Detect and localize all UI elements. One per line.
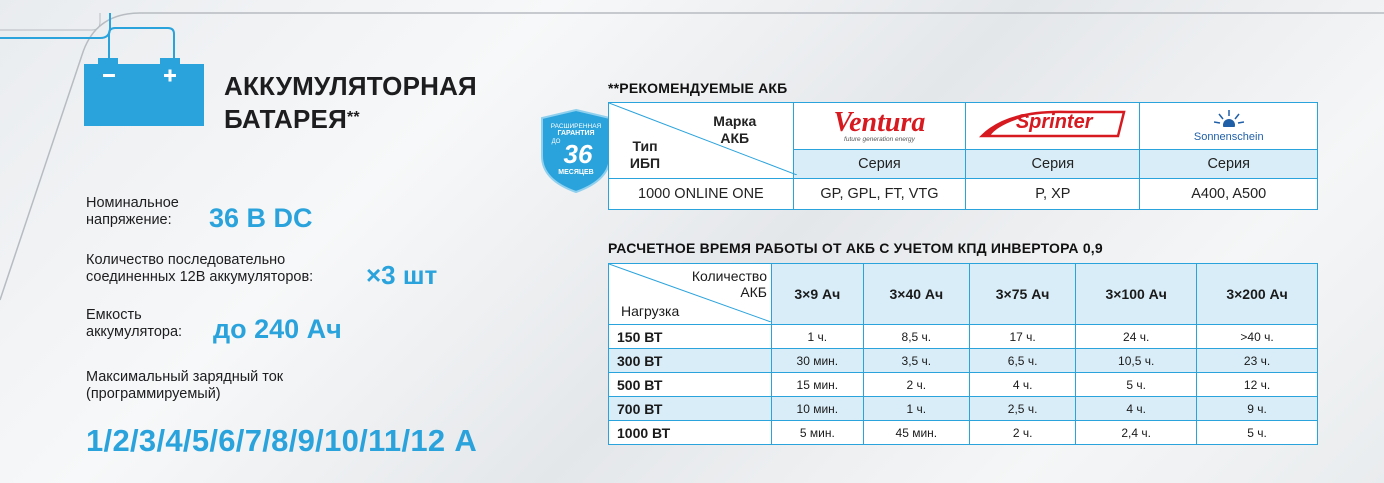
runtime-cell: 23 ч.: [1197, 349, 1318, 373]
shield-line-2: ГАРАНТИЯ: [557, 130, 595, 137]
table-row: [609, 397, 1318, 421]
brand-ventura-cell: [793, 103, 965, 150]
series-header-3: Серия: [1140, 150, 1318, 179]
load-cell: 1000 ВТ: [609, 421, 772, 445]
spec-count-value: ×3 шт: [366, 260, 438, 290]
table-row: [609, 421, 1318, 445]
brand-sprinter-name: Sprinter: [1015, 111, 1093, 133]
runtime-cell: 6,5 ч.: [969, 349, 1075, 373]
runtime-table: [608, 263, 1318, 445]
brand-ventura-logo: Ventura: [833, 106, 926, 138]
runtime-col-header: 3×75 Ач: [969, 264, 1075, 325]
series-ventura: GP, GPL, FT, VTG: [793, 179, 965, 210]
runtime-cell: 9 ч.: [1197, 397, 1318, 421]
runtime-cell: 17 ч.: [969, 325, 1075, 349]
runtime-cell: 30 мин.: [772, 349, 864, 373]
runtime-cell: 15 мин.: [772, 373, 864, 397]
spec-charge-value: 1/2/3/4/5/6/7/8/9/10/11/12 А: [86, 423, 478, 458]
shield-line-1: РАСШИРЕННАЯ: [550, 123, 602, 130]
series-header-2: Серия: [966, 150, 1140, 179]
table-row: [609, 325, 1318, 349]
brand-sprinter-cell: [966, 103, 1140, 150]
title-line-1: АККУМУЛЯТОРНАЯ: [224, 71, 477, 101]
runtime-cell: 24 ч.: [1076, 325, 1197, 349]
runtime-cell: 5 ч.: [1197, 421, 1318, 445]
spec-voltage-label: Номинальное напряжение:: [86, 195, 179, 228]
runtime-body: [609, 325, 1318, 445]
runtime-heading: РАСЧЕТНОЕ ВРЕМЯ РАБОТЫ ОТ АКБ С УЧЕТОМ КПД ИНВЕРТОРА 0,9: [608, 240, 1103, 256]
runtime-cell: 2,5 ч.: [969, 397, 1075, 421]
runtime-col-header: 3×100 Ач: [1076, 264, 1197, 325]
runtime-cell: 3,5 ч.: [863, 349, 969, 373]
runtime-cell: >40 ч.: [1197, 325, 1318, 349]
runtime-cell: 5 ч.: [1076, 373, 1197, 397]
brand-sonnenschein-name: Sonnenschein: [1193, 131, 1264, 143]
brand-ventura-tagline: future generation energy: [844, 135, 915, 143]
brand-sonnenschein-cell: [1140, 103, 1318, 150]
runtime-col-header: 3×200 Ач: [1197, 264, 1318, 325]
series-header-1: Серия: [793, 150, 965, 179]
title-line-2: БАТАРЕЯ: [224, 104, 347, 134]
runtime-col-header: 3×9 Ач: [772, 264, 864, 325]
corner-type-label: Тип ИБП: [629, 138, 661, 171]
runtime-corner-cell: [609, 264, 772, 325]
runtime-cell: 12 ч.: [1197, 373, 1318, 397]
recommended-table: [608, 102, 1318, 210]
ups-model-cell: 1000 ONLINE ONE: [609, 179, 794, 210]
runtime-cell: 45 мин.: [863, 421, 969, 445]
runtime-cell: 8,5 ч.: [863, 325, 969, 349]
spec-count-label: Количество последовательно соединенных 12В аккумуляторов:: [86, 252, 314, 285]
shield-number: 36: [563, 139, 593, 169]
load-cell: 150 ВТ: [609, 325, 772, 349]
runtime-cell: 1 ч.: [772, 325, 864, 349]
runtime-col-header: 3×40 Ач: [863, 264, 969, 325]
spec-charge-label: Максимальный зарядный ток (программируемый): [86, 369, 284, 402]
runtime-cell: 5 мин.: [772, 421, 864, 445]
runtime-corner-bottom: Нагрузка: [621, 303, 680, 319]
runtime-cell: 2 ч.: [969, 421, 1075, 445]
load-cell: 500 ВТ: [609, 373, 772, 397]
runtime-cell: 10 мин.: [772, 397, 864, 421]
warranty-shield-icon: [540, 108, 612, 194]
recommended-corner-cell: [609, 103, 794, 179]
table-row: [609, 349, 1318, 373]
runtime-corner-top: Количество АКБ: [691, 268, 767, 300]
runtime-cell: 4 ч.: [969, 373, 1075, 397]
runtime-cell: 2,4 ч.: [1076, 421, 1197, 445]
load-cell: 300 ВТ: [609, 349, 772, 373]
shield-line-3: ДО: [551, 139, 561, 145]
sonnenschein-sun-icon: [1214, 109, 1244, 127]
runtime-cell: 2 ч.: [863, 373, 969, 397]
load-cell: 700 ВТ: [609, 397, 772, 421]
battery-icon: [84, 22, 204, 127]
page-title: [224, 70, 477, 136]
spec-capacity-value: до 240 Ач: [213, 314, 342, 344]
corner-brand-label: Марка АКБ: [713, 113, 757, 146]
runtime-cell: 4 ч.: [1076, 397, 1197, 421]
spec-voltage-value: 36 В DC: [209, 203, 313, 233]
shield-line-4: МЕСЯЦЕВ: [558, 169, 594, 176]
recommended-heading: **РЕКОМЕНДУЕМЫЕ АКБ: [608, 80, 788, 96]
title-footnote-mark: **: [346, 109, 360, 126]
table-row: [609, 373, 1318, 397]
spec-capacity-label: Емкость аккумулятора:: [86, 307, 183, 340]
runtime-cell: 1 ч.: [863, 397, 969, 421]
series-sprinter: P, XP: [966, 179, 1140, 210]
brand-sprinter-logo: [978, 106, 1128, 146]
series-sonnenschein: A400, A500: [1140, 179, 1318, 210]
runtime-cell: 10,5 ч.: [1076, 349, 1197, 373]
